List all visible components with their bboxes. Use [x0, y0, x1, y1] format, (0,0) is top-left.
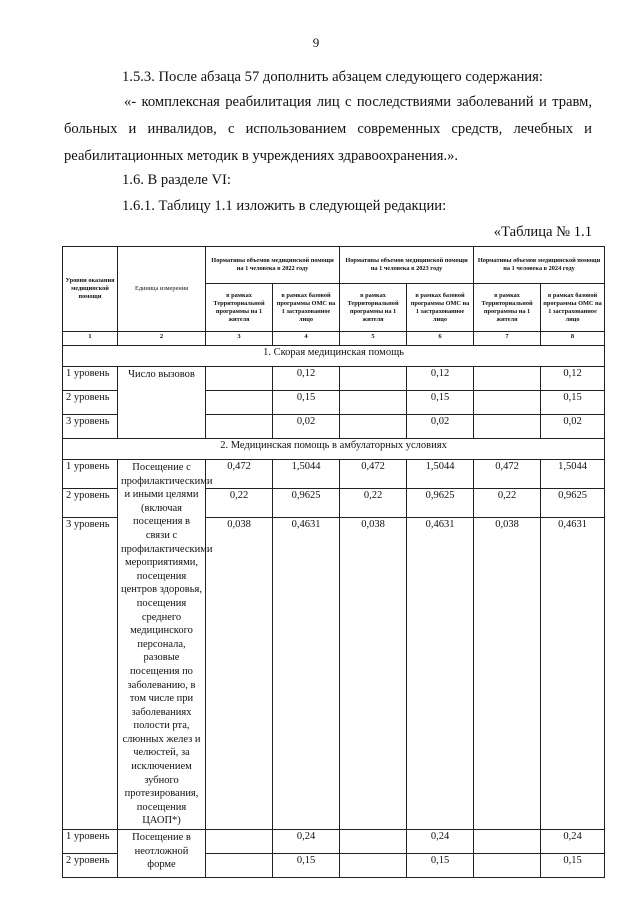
value-cell: 0,038	[206, 518, 273, 830]
col-number: 6	[407, 332, 474, 346]
level-cell: 1 уровень	[63, 830, 118, 854]
unit-calls: Число вызовов	[118, 367, 206, 439]
value-cell: 0,02	[273, 415, 340, 439]
value-cell: 0,4631	[273, 518, 340, 830]
unit-preventive-visits: Посещение с профилактическими и иными целями (включая посещения в связи с профилактическими мероприятиями, посещения центров здоровья, посещения среднего медицинского персонала, разовые посещения по заболеванию, в том числе при заболеваниях полости рта, слюнных желез и челюстей, за исключением зубного протезирования, посещения ЦАОП*)	[118, 460, 206, 830]
col-number: 2	[118, 332, 206, 346]
value-cell: 0,472	[340, 460, 407, 489]
value-cell	[206, 367, 273, 391]
value-cell: 0,15	[541, 854, 605, 878]
paragraph-quote-rehabilitation: «- комплексная реабилитация лиц с последствиями заболеваний и травм, больных и инвалидов, с использованием современных средств, лечебных и реабилитационных методик в учреждениях здравоохранения.».	[64, 94, 592, 164]
col-number: 8	[541, 332, 605, 346]
header-row-1	[63, 247, 605, 284]
level-cell: 2 уровень	[63, 489, 118, 518]
paragraph-1-5-3: 1.5.3. После абзаца 57 дополнить абзацем следующего содержания:	[122, 69, 543, 85]
header-group-2022: Нормативы объемов медицинской помощи на 1 человека в 2022 году	[206, 247, 340, 284]
header-group-2024: Нормативы объемов медицинской помощи на 1 человека в 2024 году	[474, 247, 605, 284]
value-cell: 0,22	[340, 489, 407, 518]
value-cell: 0,4631	[541, 518, 605, 830]
value-cell	[340, 830, 407, 854]
header-territorial-2022: в рамках Территориальной программы на 1 жителя	[206, 284, 273, 332]
value-cell: 0,15	[273, 391, 340, 415]
value-cell	[206, 854, 273, 878]
level-cell: 1 уровень	[63, 367, 118, 391]
value-cell: 0,472	[206, 460, 273, 489]
value-cell: 0,22	[474, 489, 541, 518]
col-number: 1	[63, 332, 118, 346]
value-cell: 0,15	[273, 854, 340, 878]
value-cell	[474, 854, 541, 878]
paragraph-1-6: 1.6. В разделе VI:	[122, 172, 231, 188]
section-title-outpatient: 2. Медицинская помощь в амбулаторных условиях	[63, 439, 605, 460]
value-cell: 0,9625	[407, 489, 474, 518]
table-title: «Таблица № 1.1	[493, 224, 592, 240]
level-cell: 1 уровень	[63, 460, 118, 489]
header-oms-2022: в рамках базовой программы ОМС на 1 застрахованное лицо	[273, 284, 340, 332]
value-cell: 0,4631	[407, 518, 474, 830]
col-number: 4	[273, 332, 340, 346]
section-title-ambulance: 1. Скорая медицинская помощь	[63, 346, 605, 367]
value-cell: 0,24	[273, 830, 340, 854]
value-cell	[474, 415, 541, 439]
value-cell: 0,02	[407, 415, 474, 439]
paragraph-1-6-1: 1.6.1. Таблицу 1.1 изложить в следующей редакции:	[122, 198, 447, 214]
value-cell: 0,038	[474, 518, 541, 830]
col-number: 3	[206, 332, 273, 346]
value-cell: 0,12	[273, 367, 340, 391]
section-row	[63, 346, 605, 367]
level-cell: 3 уровень	[63, 518, 118, 830]
value-cell	[206, 391, 273, 415]
value-cell: 1,5044	[541, 460, 605, 489]
value-cell: 0,12	[407, 367, 474, 391]
value-cell	[206, 415, 273, 439]
value-cell: 0,15	[541, 391, 605, 415]
value-cell: 0,22	[206, 489, 273, 518]
table-row	[63, 830, 605, 854]
value-cell: 0,12	[541, 367, 605, 391]
level-cell: 3 уровень	[63, 415, 118, 439]
value-cell	[474, 367, 541, 391]
value-cell	[474, 830, 541, 854]
table-row	[63, 460, 605, 489]
level-cell: 2 уровень	[63, 391, 118, 415]
header-oms-2023: в рамках базовой программы ОМС на 1 застрахованное лицо	[407, 284, 474, 332]
table-row	[63, 367, 605, 391]
value-cell	[474, 391, 541, 415]
value-cell	[340, 391, 407, 415]
value-cell: 0,9625	[273, 489, 340, 518]
value-cell: 0,24	[541, 830, 605, 854]
header-oms-2024: в рамках базовой программы ОМС на 1 застрахованное лицо	[541, 284, 605, 332]
value-cell	[206, 830, 273, 854]
col-number: 7	[474, 332, 541, 346]
header-unit: Единица измерения	[118, 247, 206, 332]
value-cell: 0,24	[407, 830, 474, 854]
value-cell	[340, 367, 407, 391]
header-group-2023: Нормативы объемов медицинской помощи на 1 человека в 2023 году	[340, 247, 474, 284]
page-number: 9	[312, 35, 320, 50]
header-level: Уровни оказания медицинской помощи	[63, 247, 118, 332]
header-territorial-2023: в рамках Территориальной программы на 1 жителя	[340, 284, 407, 332]
col-number: 5	[340, 332, 407, 346]
norms-table	[62, 246, 605, 878]
value-cell: 0,02	[541, 415, 605, 439]
value-cell: 0,9625	[541, 489, 605, 518]
header-territorial-2024: в рамках Территориальной программы на 1 жителя	[474, 284, 541, 332]
value-cell: 1,5044	[273, 460, 340, 489]
value-cell: 1,5044	[407, 460, 474, 489]
level-cell: 2 уровень	[63, 854, 118, 878]
value-cell	[340, 854, 407, 878]
value-cell: 0,038	[340, 518, 407, 830]
value-cell: 0,15	[407, 854, 474, 878]
value-cell	[340, 415, 407, 439]
unit-urgent-visits: Посещение в неотложной форме	[118, 830, 206, 878]
value-cell: 0,15	[407, 391, 474, 415]
value-cell: 0,472	[474, 460, 541, 489]
column-number-row	[63, 332, 605, 346]
section-row	[63, 439, 605, 460]
